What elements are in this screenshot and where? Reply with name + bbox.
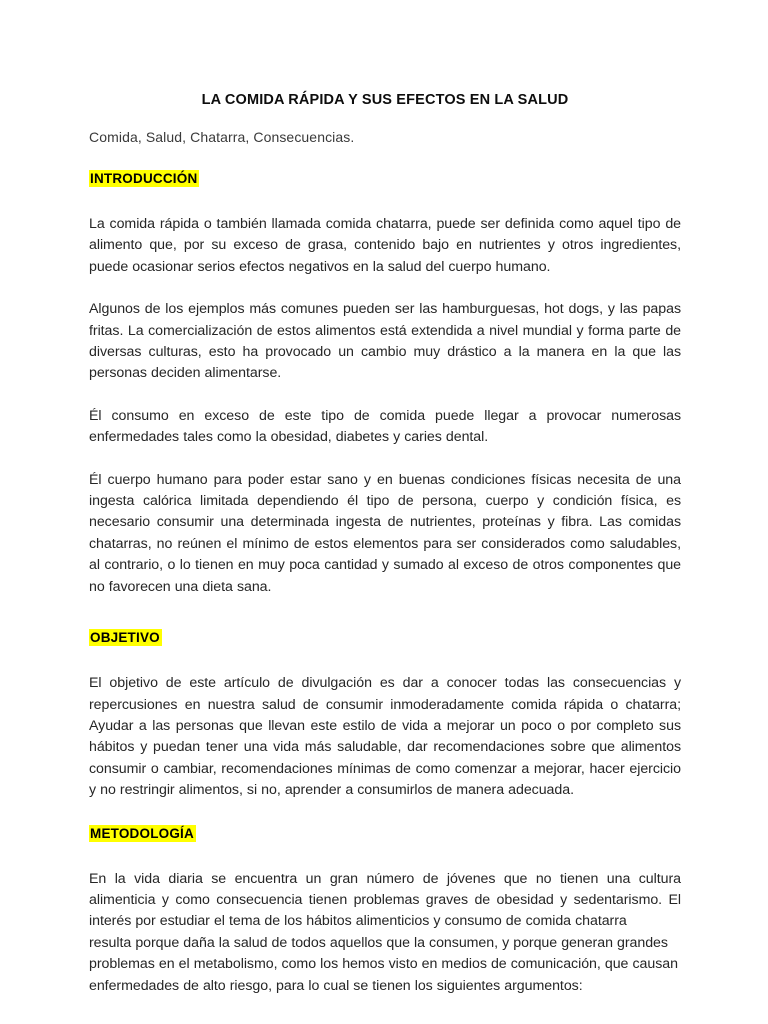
section-heading-metodologia [89,802,681,848]
section-heading-objetivo [89,598,681,652]
paragraph: El objetivo de este artículo de divulgación es dar a conocer todas las consecuencias y repercusiones en nuestra salud de consumir inmoderadamente comida rápida o chatarra; Ayudar a las personas que llevan este estilo de vida a mejorar un poco o por completo sus hábitos y puedan tener una vida más saludable, dar recomendaciones sobre que alimentos consumir o cambiar, recomendaciones mínimas de como comenzar a mejorar, hacer ejercicio y no restringir alimentos, si no, aprender a consumirlos de manera adecuada. [89,675,681,799]
section-heading-introduccion [89,147,681,193]
paragraph: Él consumo en exceso de este tipo de comida puede llegar a provocar numerosas enfermedades tales como la obesidad, diabetes y caries dental. [89,407,681,446]
paragraph: Él cuerpo humano para poder estar sano y en buenas condiciones físicas necesita de una ingesta calórica limitada dependiendo él tipo de persona, cuerpo y condición física, es necesario consumir una determinada ingesta de nutrientes, proteínas y fibra. Las comidas chatarras, no reúnen el mínimo de estos elementos para ser considerados como saludables, al contrario, o lo tienen en muy poca cantidad y sumado al exceso de otros componentes que no favorecen una dieta sana. [89,471,681,595]
paragraph: resulta porque daña la salud de todos aquellos que la consumen, y porque generan grandes problemas en el metabolismo, como los hemos visto en medios de comunicación, que causan enfermedades de alto riesgo, para lo cual se tienen los siguientes argumentos: [89,934,678,994]
document-content [89,0,681,997]
paragraph: La comida rápida o también llamada comida chatarra, puede ser definida como aquel tipo de alimento que, por su exceso de grasa, contenido bajo en nutrientes y otros ingredientes, puede ocasionar serios efectos negativos en la salud del cuerpo humano. [89,216,681,275]
paragraph: Algunos de los ejemplos más comunes pueden ser las hamburguesas, hot dogs, y las papas fritas. La comercialización de estos alimentos está extendida a nivel mundial y forma parte de diversas culturas, esto ha provocado un cambio muy drástico a la manera en la que las personas deciden alimentarse. [89,301,681,382]
paragraph: En la vida diaria se encuentra un gran número de jóvenes que no tienen una cultura alimenticia y como consecuencia tienen problemas graves de obesidad y sedentarismo. El interés por estudiar el tema de los hábitos alimenticios y consumo de comida chatarra [89,870,681,930]
keywords-line: Comida, Salud, Chatarra, Consecuencias. [89,129,355,145]
section-heading-metodologia-label: METODOLOGÍA [90,825,194,841]
section-heading-introduccion-label: INTRODUCCIÓN [90,171,198,186]
page-title: LA COMIDA RÁPIDA Y SUS EFECTOS EN LA SALUD [201,92,569,108]
section-heading-objetivo-label: OBJETIVO [90,630,160,646]
